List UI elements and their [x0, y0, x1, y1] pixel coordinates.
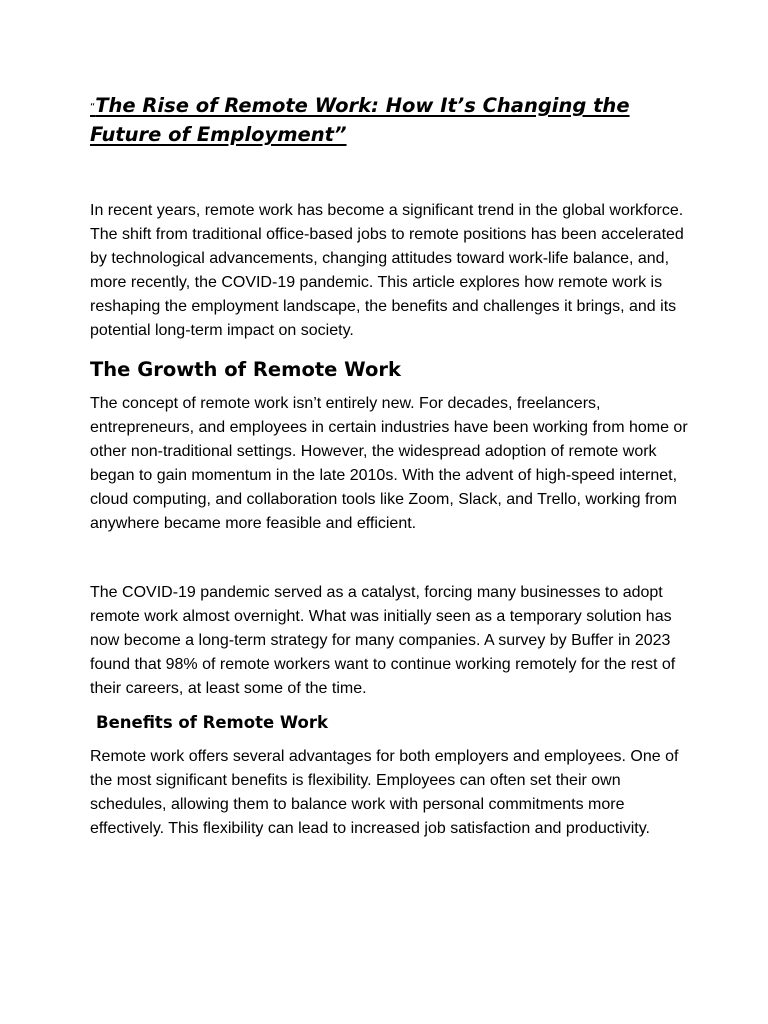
title-open-quote: “	[90, 102, 96, 113]
document-page	[90, 92, 690, 841]
growth-heading: The Growth of Remote Work	[90, 358, 401, 381]
title-text: The Rise of Remote Work: How It’s Changing the Future of Employment”	[90, 94, 630, 146]
benefits-paragraph-1: Remote work offers several advantages for both employers and employees. One of the most significant benefits is flexibility. Employees can often set their own schedules, allowing them to balance work with personal commitments more effectively. This flexibility can lead to increased job satisfaction and productivity.	[90, 748, 679, 837]
intro-paragraph: In recent years, remote work has become a significant trend in the global workforce. The shift from traditional office-based jobs to remote positions has been accelerated by technological advancements, changing attitudes toward work-life balance, and, more recently, the COVID-19 pandemic. This article explores how remote work is reshaping the employment landscape, the benefits and challenges it brings, and its potential long-term impact on society.	[90, 202, 684, 339]
benefits-heading: Benefits of Remote Work	[96, 713, 328, 732]
growth-paragraph-2: The COVID-19 pandemic served as a catalyst, forcing many businesses to adopt remote work almost overnight. What was initially seen as a temporary solution has now become a long-term strategy for many companies. A survey by Buffer in 2023 found that 98% of remote workers want to continue working remotely for the rest of their careers, at least some of the time.	[90, 584, 676, 697]
document-title	[90, 92, 690, 148]
growth-paragraph-1: The concept of remote work isn’t entirely new. For decades, freelancers, entrepreneurs, and employees in certain industries have been working from home or other non-traditional settings. However, the widespread adoption of remote work began to gain momentum in the late 2010s. With the advent of high-speed internet, cloud computing, and collaboration tools like Zoom, Slack, and Trello, working from anywhere became more feasible and efficient.	[90, 395, 688, 532]
